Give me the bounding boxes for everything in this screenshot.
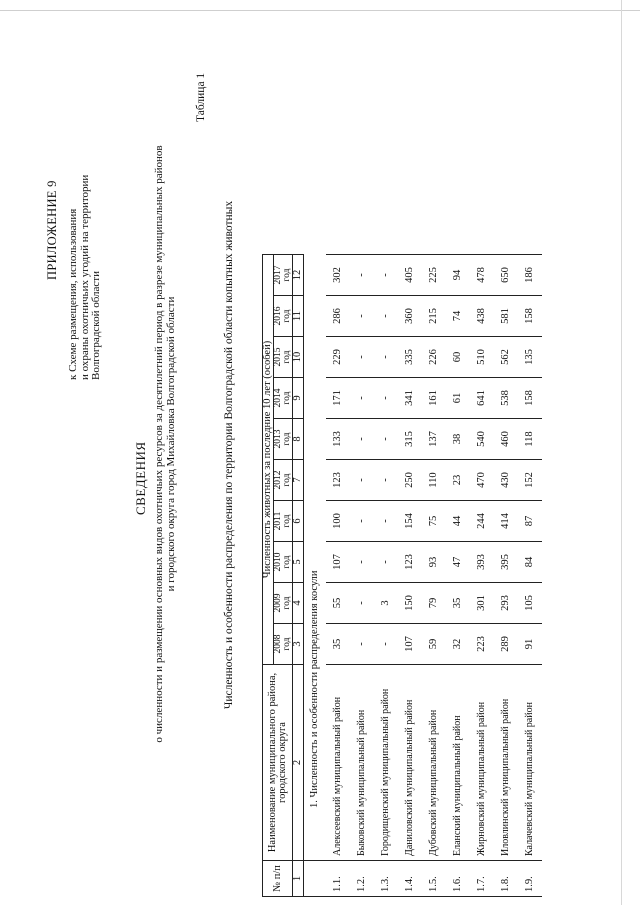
district-name: Быковский муниципальный район (350, 665, 374, 861)
population-value: - (374, 542, 398, 583)
population-value: 538 (494, 378, 518, 419)
population-value: 186 (518, 255, 542, 296)
column-number: 2 (293, 665, 304, 861)
header-district: Наименование муниципального района, городского округа (263, 665, 293, 861)
row-number: 1.6. (446, 861, 470, 897)
row-number: 1.4. (398, 861, 422, 897)
population-value: - (374, 337, 398, 378)
scheme-reference (68, 118, 103, 380)
population-value: 226 (422, 337, 446, 378)
header-year: 2015 год (274, 337, 293, 378)
population-value: 286 (326, 296, 350, 337)
population-value: 510 (470, 337, 494, 378)
column-number: 9 (293, 378, 304, 419)
population-value: 229 (326, 337, 350, 378)
population-value: 3 (374, 583, 398, 624)
population-value: 393 (470, 542, 494, 583)
population-value: - (350, 255, 374, 296)
population-value: - (350, 378, 374, 419)
population-value: - (350, 419, 374, 460)
population-value: 341 (398, 378, 422, 419)
population-value: 154 (398, 501, 422, 542)
district-name: Алексеевский муниципальный район (326, 665, 350, 861)
population-value: 360 (398, 296, 422, 337)
population-value: 460 (494, 419, 518, 460)
population-value: 244 (470, 501, 494, 542)
scheme-line: к Схеме размещения, использования (67, 208, 79, 380)
population-value: 44 (446, 501, 470, 542)
table-body (304, 255, 543, 897)
table-row (494, 255, 518, 897)
population-value: 105 (518, 583, 542, 624)
population-value: 93 (422, 542, 446, 583)
population-value: 581 (494, 296, 518, 337)
population-value: 215 (422, 296, 446, 337)
population-value: 35 (326, 624, 350, 665)
table-row (326, 255, 350, 897)
district-name: Калачевский муниципальный район (518, 665, 542, 861)
population-value: 335 (398, 337, 422, 378)
header-population-group: Численность животных за последние 10 лет (особей) (263, 255, 274, 665)
population-value: 438 (470, 296, 494, 337)
header-year: 2013 год (274, 419, 293, 460)
population-value: - (350, 624, 374, 665)
table-row (374, 255, 398, 897)
population-value: 225 (422, 255, 446, 296)
district-name: Городищенский муниципальный район (374, 665, 398, 861)
population-value: 87 (518, 501, 542, 542)
header-year: 2009 год (274, 583, 293, 624)
column-number: 7 (293, 460, 304, 501)
population-value: - (374, 624, 398, 665)
population-value: 405 (398, 255, 422, 296)
population-value: 118 (518, 419, 542, 460)
population-value: - (374, 460, 398, 501)
population-value: - (350, 501, 374, 542)
population-value: 47 (446, 542, 470, 583)
population-value: 158 (518, 378, 542, 419)
population-value: 158 (518, 296, 542, 337)
population-value: 133 (326, 419, 350, 460)
header-year: 2011 год (274, 501, 293, 542)
scheme-line: и охраны охотничьих угодий на территории (78, 174, 91, 380)
population-value: 110 (422, 460, 446, 501)
population-value: 470 (470, 460, 494, 501)
population-value: 38 (446, 419, 470, 460)
population-value: 301 (470, 583, 494, 624)
section-title: 1. Численность и особенности распределения косули (309, 570, 320, 808)
population-value: - (374, 378, 398, 419)
row-number: 1.3. (374, 861, 398, 897)
population-value: 123 (398, 542, 422, 583)
row-number: 1.5. (422, 861, 446, 897)
population-value: 55 (326, 583, 350, 624)
header-year: 2012 год (274, 460, 293, 501)
population-value: 23 (446, 460, 470, 501)
column-number: 12 (293, 255, 304, 296)
column-number: 8 (293, 419, 304, 460)
population-value: 91 (518, 624, 542, 665)
table-label: Таблица 1 (195, 72, 207, 122)
population-value: 35 (446, 583, 470, 624)
population-value: 395 (494, 542, 518, 583)
population-value: - (350, 296, 374, 337)
population-value: - (374, 501, 398, 542)
population-value: - (350, 542, 374, 583)
population-value: 79 (422, 583, 446, 624)
column-number-row (293, 255, 304, 897)
column-number: 4 (293, 583, 304, 624)
appendix-heading: ПРИЛОЖЕНИЕ 9 (45, 180, 59, 280)
population-value: 150 (398, 583, 422, 624)
population-value: 250 (398, 460, 422, 501)
population-value: 650 (494, 255, 518, 296)
row-number: 1.2. (350, 861, 374, 897)
population-value: 137 (422, 419, 446, 460)
header-year: 2008 год (274, 624, 293, 665)
population-value: 59 (422, 624, 446, 665)
column-number: 3 (293, 624, 304, 665)
population-value: 74 (446, 296, 470, 337)
population-value: 430 (494, 460, 518, 501)
row-number: 1.8. (494, 861, 518, 897)
population-value: 315 (398, 419, 422, 460)
population-value: - (374, 419, 398, 460)
population-value: 107 (398, 624, 422, 665)
population-value: - (350, 337, 374, 378)
population-value: 161 (422, 378, 446, 419)
district-name: Иловлинский муниципальный район (494, 665, 518, 861)
row-number: 1.9. (518, 861, 542, 897)
district-name: Дубовский муниципальный район (422, 665, 446, 861)
district-name: Даниловский муниципальный район (398, 665, 422, 861)
district-name: Жирновский муниципальный район (470, 665, 494, 861)
column-number: 6 (293, 501, 304, 542)
column-number: 11 (293, 296, 304, 337)
population-value: 302 (326, 255, 350, 296)
column-number: 5 (293, 542, 304, 583)
column-number: 10 (293, 337, 304, 378)
table-row (422, 255, 446, 897)
population-value: 641 (470, 378, 494, 419)
population-value: 135 (518, 337, 542, 378)
data-table (262, 254, 542, 897)
population-value: 171 (326, 378, 350, 419)
population-value: 94 (446, 255, 470, 296)
table-caption: Численность и особенности распределения по территории Волгоградской области копытных животных (223, 200, 235, 710)
document-subtitle: о численности и размещении основных видов охотничьих ресурсов за десятилетний период в разрезе муниципальных районов (153, 145, 165, 743)
document-page (0, 10, 640, 900)
population-value: - (350, 460, 374, 501)
population-value: 60 (446, 337, 470, 378)
header-year: 2010 год (274, 542, 293, 583)
scheme-line: Волгоградской области (90, 271, 102, 380)
header-year: 2014 год (274, 378, 293, 419)
column-number: 1 (293, 861, 304, 897)
population-value: - (374, 255, 398, 296)
document-subtitle-continued: и городского округа город Михайловка Волгоградской области (165, 296, 177, 592)
population-value: 123 (326, 460, 350, 501)
section-row (304, 255, 327, 897)
population-value: 32 (446, 624, 470, 665)
population-value: 540 (470, 419, 494, 460)
population-value: 293 (494, 583, 518, 624)
population-value: 562 (494, 337, 518, 378)
population-value: - (350, 583, 374, 624)
table-row (350, 255, 374, 897)
population-value: 61 (446, 378, 470, 419)
row-number: 1.7. (470, 861, 494, 897)
population-value: 84 (518, 542, 542, 583)
row-number: 1.1. (326, 861, 350, 897)
population-value: 75 (422, 501, 446, 542)
table-row (398, 255, 422, 897)
population-value: 152 (518, 460, 542, 501)
header-year: 2017 год (274, 255, 293, 296)
population-value: 107 (326, 542, 350, 583)
table-row (446, 255, 470, 897)
population-value: 414 (494, 501, 518, 542)
population-value: 289 (494, 624, 518, 665)
header-number: № п/п (263, 861, 293, 897)
district-name: Еланский муниципальный район (446, 665, 470, 861)
population-value: 100 (326, 501, 350, 542)
population-value: - (374, 296, 398, 337)
header-year: 2016 год (274, 296, 293, 337)
table-row (518, 255, 542, 897)
population-value: 223 (470, 624, 494, 665)
document-title: СВЕДЕНИЯ (133, 441, 148, 515)
population-value: 478 (470, 255, 494, 296)
table-row (470, 255, 494, 897)
